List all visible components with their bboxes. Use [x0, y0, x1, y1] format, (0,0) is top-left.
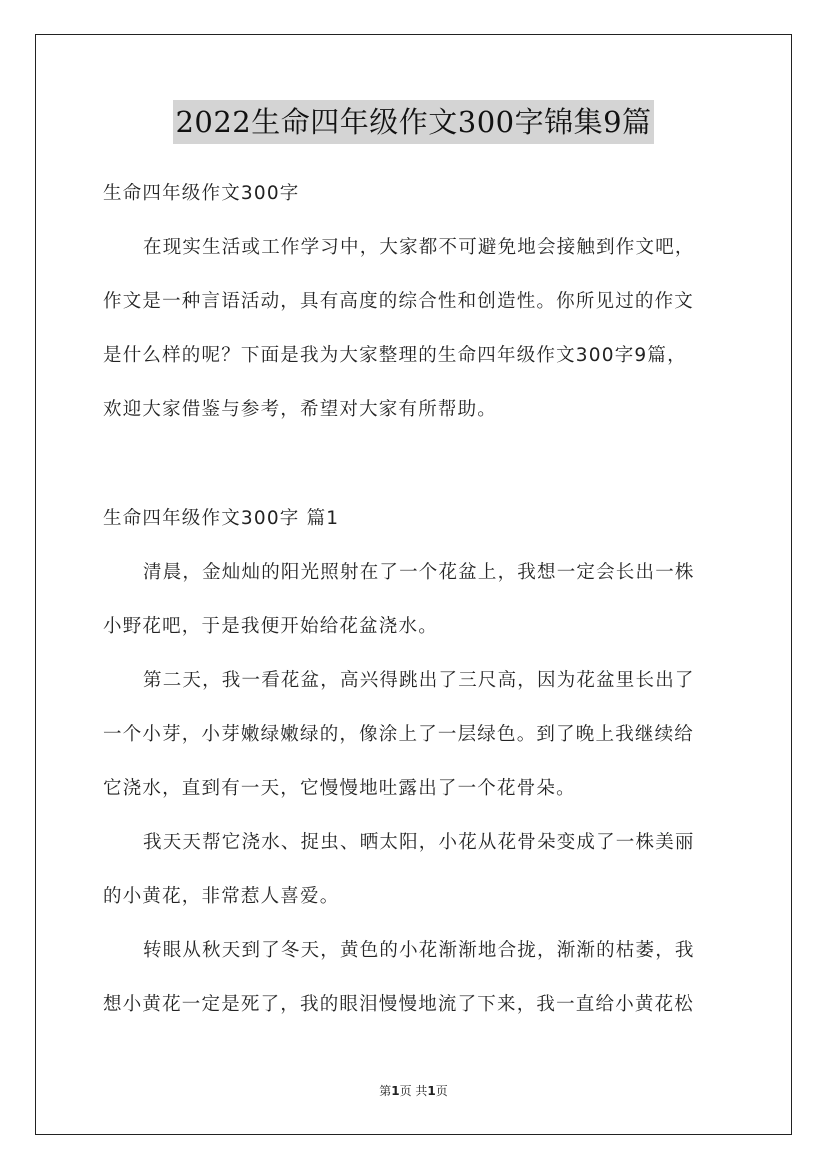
document-title: 2022生命四年级作文300字锦集9篇 — [173, 100, 653, 144]
title-container — [0, 100, 827, 144]
body-line: 小野花吧，于是我便开始给花盆浇水。 — [103, 616, 438, 637]
body-line: 一个小芽，小芽嫩绿嫩绿的，像涂上了一层绿色。到了晚上我继续给 — [103, 724, 695, 745]
body-line: 它浇水，直到有一天，它慢慢地吐露出了一个花骨朵。 — [103, 778, 576, 799]
footer-page-prefix: 第 — [379, 1084, 392, 1098]
body-line: 第二天，我一看花盆，高兴得跳出了三尺高，因为花盆里长出了 — [143, 670, 695, 691]
intro-line: 欢迎大家借鉴与参考，希望对大家有所帮助。 — [103, 399, 498, 420]
body-line: 清晨，金灿灿的阳光照射在了一个花盆上，我想一定会长出一株 — [143, 562, 695, 583]
intro-line: 作文是一种言语活动，具有高度的综合性和创造性。你所见过的作文 — [103, 291, 695, 312]
footer-page-suffix: 页 共 — [399, 1084, 428, 1098]
footer-page-current: 1 — [391, 1084, 400, 1098]
footer-page-total: 1 — [427, 1084, 436, 1098]
section-heading: 生命四年级作文300字 篇1 — [103, 508, 340, 529]
intro-heading: 生命四年级作文300字 — [103, 183, 300, 204]
body-line: 我天天帮它浇水、捉虫、晒太阳，小花从花骨朵变成了一株美丽 — [143, 832, 695, 853]
page-footer — [0, 1082, 827, 1099]
intro-line: 在现实生活或工作学习中，大家都不可避免地会接触到作文吧， — [143, 237, 695, 258]
body-line: 的小黄花，非常惹人喜爱。 — [103, 886, 340, 907]
body-line: 想小黄花一定是死了，我的眼泪慢慢地流了下来，我一直给小黄花松 — [103, 994, 695, 1015]
body-line: 转眼从秋天到了冬天，黄色的小花渐渐地合拢，渐渐的枯萎，我 — [143, 940, 695, 961]
essay-section — [103, 492, 733, 1032]
intro-section — [103, 167, 733, 437]
intro-line: 是什么样的呢？下面是我为大家整理的生命四年级作文300字9篇， — [103, 345, 687, 366]
footer-page-end: 页 — [435, 1084, 448, 1098]
